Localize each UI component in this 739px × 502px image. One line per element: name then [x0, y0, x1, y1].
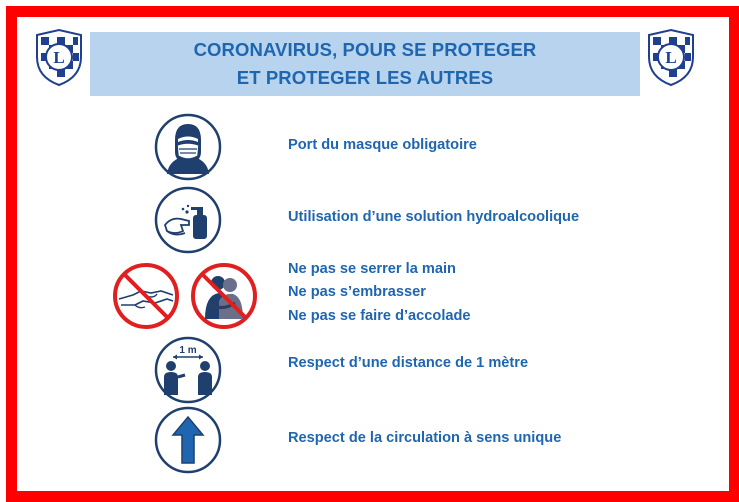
crest-letter: L	[665, 48, 677, 67]
rule-mask-text: Port du masque obligatoire	[288, 137, 477, 153]
crest-letter: L	[53, 48, 65, 67]
distance-icon	[153, 335, 223, 405]
face-mask-icon	[153, 112, 223, 182]
distance-label: 1 m	[179, 345, 197, 356]
rule-sanitizer-text: Utilisation d’une solution hydroalcoolique	[288, 209, 580, 225]
rule-distance-text: Respect d’une distance de 1 mètre	[288, 355, 529, 371]
no-handshake-icon	[111, 261, 181, 331]
school-crest-right	[645, 27, 697, 87]
no-hug-icon	[189, 261, 259, 331]
rule-no-hug-text: Ne pas se faire d’accolade	[288, 308, 471, 324]
school-crest-left	[33, 27, 85, 87]
title-banner	[90, 32, 640, 96]
one-way-arrow-icon	[153, 405, 223, 475]
poster-frame	[6, 6, 739, 502]
hand-sanitizer-icon	[153, 185, 223, 255]
title-line-2: ET PROTEGER LES AUTRES	[236, 67, 494, 88]
rule-no-kiss-text: Ne pas s’embrasser	[288, 284, 426, 300]
rule-one-way-text: Respect de la circulation à sens unique	[288, 430, 562, 446]
title-line-1: CORONAVIRUS, POUR SE PROTEGER	[193, 39, 537, 60]
rule-no-handshake-text: Ne pas se serrer la main	[288, 261, 456, 277]
